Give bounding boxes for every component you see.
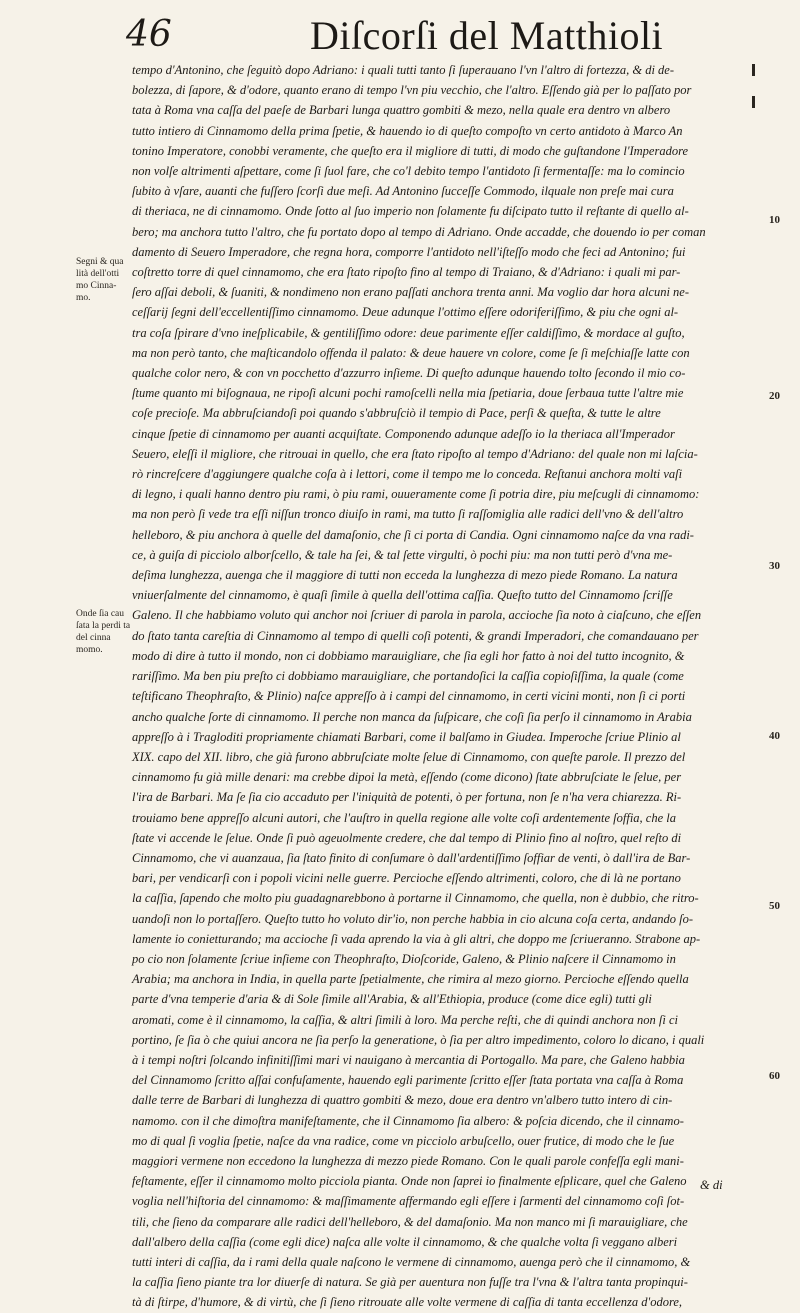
text-line: tata à Roma vna caſſa del paeſe de Barbari lunga quattro gombiti & mezo, nella quale era dentro vn albero xyxy=(132,103,671,118)
text-line: ancho qualche ſorte di cinnamomo. Il perche non manca da ſuſpicare, che coſi ſia perſo il cinnamomo in Arabia xyxy=(132,709,692,724)
text-line: rariſſimo. Ma ben piu preſto ci dobbiamo marauigliare, che portandoſici la caſſia copioſiſſima, la quale (come xyxy=(132,669,684,684)
text-line: bari, per vendicarſi con i popoli vicini nelle guerre. Percioche eſſendo altrimenti, coloro, che di là ne portano xyxy=(132,871,681,886)
text-line: maggiori vermene non eccedono la lunghezza di mezzo piede Romano. Con le quali parole confeſſa egli mani- xyxy=(132,1153,684,1168)
text-line: namomo. con il che dimoſtra manifeſtamente, che il Cinnamomo ſia albero: & poſcia dicendo, che il cinnamo- xyxy=(132,1113,684,1128)
text-line: non volſe altrimenti aſpettare, come ſi ſuol fare, che co'l debito tempo l'antidoto ſi fermentaſſe: ma lo comincio xyxy=(132,164,685,179)
text-line: po cio non ſolamente ſcriue inſieme con Theophraſto, Dioſcoride, Galeno, & Plinio naſcere il Cinnamomo in xyxy=(132,951,676,966)
line-number-60: 60 xyxy=(769,1070,780,1082)
text-line: dalle terre de Barbari di lunghezza di quattro gombiti & mezo, doue era dentro vn'albero tutto intero di cin- xyxy=(132,1093,673,1108)
text-line: lamente io conietturando; ma accioche ſi vada aprendo la via à gli altri, che doppo me ſcriueranno. Strabone ap- xyxy=(132,931,701,946)
text-line: ma non però tanto, che maſticandolo offenda il palato: & deue hauere vn colore, come ſe ſi meſchiaſſe latte con xyxy=(132,345,690,360)
text-line: tonino Imperatore, conobbi veramente, che queſto era il migliore di tutti, di modo che guſtandone l'Imperadore xyxy=(132,143,689,158)
text-line: feſtamente, eſſer il cinnamomo molto picciola pianta. Onde non ſaprei io finalmente eſplicare, quel che Galeno xyxy=(132,1174,687,1189)
text-line: tutti interi di caſſia, da i rami della quale naſcono le vermene di cinnamomo, auenga però che il cinnamomo, & xyxy=(132,1254,691,1269)
text-line: helleboro, & piu anchora à quelle del damaſonio, che ſi ci porta di Candia. Ogni cinnamomo naſce da vna radi- xyxy=(132,527,694,542)
text-line: ſubito à vſare, auanti che fuſſero ſcorſi due meſi. Ad Antonino ſucceſſe Commodo, ilquale non preſe mai cura xyxy=(132,184,674,199)
text-line: mo di qual ſi voglia ſpetie, naſce da vna radice, come vn picciolo arbuſcello, ouer frutice, di modo che le ſue xyxy=(132,1133,675,1148)
line-number-10: 10 xyxy=(769,214,780,226)
catch-word: & di xyxy=(700,1178,723,1192)
text-line: ce, à guiſa di picciolo alborſcello, & tale ha ſei, & tal ſette virgulti, ò pochi piu: ma non tutti però d'vna me- xyxy=(132,547,673,562)
text-line: bolezza, di ſapore, & d'odore, quanto erano di tempo l'vn piu vecchio, che l'altro. Eſſendo già per lo paſſato por xyxy=(132,83,692,98)
page-header xyxy=(110,12,750,60)
text-line: Cinnamomo, che vi auanzaua, ſia ſtato finito di conſumare ò dall'ardentiſſimo ſoffiar de venti, ò dall'ira de Bar- xyxy=(132,850,691,865)
text-line: di legno, i quali hanno dentro piu rami, ò piu rami, ouueramente come ſi potria dire, piu meſcugli di cinnamomo: xyxy=(132,487,700,502)
text-line: appreſſo à i Tragloditi propriamente chiamati Barbari, come il balſamo in Giudea. Imperoche ſcriue Plinio al xyxy=(132,729,681,744)
text-line: ſtume quanto mi biſognaua, ne ripoſi alcuni pochi ramoſcelli nella mia ſpetiaria, doue ſerbaua tutte l'altre mie xyxy=(132,386,684,401)
margin-rule-mark xyxy=(752,64,755,76)
text-line: qualche color nero, & con vn pocchetto d'azzurro inſieme. Di queſto adunque hauendo tolto ſecondo il mio co- xyxy=(132,366,686,381)
text-line: aromati, come è il cinnamomo, la caſſia, & altri ſimili à loro. Ma perche reſti, che di quindi anchora non ſi ci xyxy=(132,1012,678,1027)
text-line: portino, ſe ſia ò che quiui ancora ne ſia perſo la generatione, ò ſia per altro impedimento, coloro lo dicano, i quali xyxy=(132,1032,705,1047)
text-line: Arabia; ma anchora in India, in quella parte ſpetialmente, che rimira al mezo giorno. Percioche eſſendo quella xyxy=(132,972,689,987)
text-line: tà di ſtirpe, d'humore, & di virtù, che ſi ſieno ritrouate alle volte vermene di caſſia di tanta eccellenza d'odore, xyxy=(132,1295,683,1310)
text-line: teſtificano Theophraſto, & Plinio) naſce appreſſo à i campi del cinnamomo, in certi vicini monti, non ſi ci porti xyxy=(132,689,686,704)
text-line: coſe precioſe. Ma abbruſciandoſi poi quando s'abbruſciò il tempio di Pace, perſi & queſta, & tutte le altre xyxy=(132,406,661,421)
text-line: ceſſarij ſegni dell'eccellentiſſimo cinnamomo. Deue adunque l'ottimo eſſere odoriferiſſimo, & piu che ogni al- xyxy=(132,305,679,320)
text-line: vniuerſalmente del cinnamomo, è quaſi ſimile à quella dell'ottima caſſia. Queſto tutto del Cinnamomo ſcriſſe xyxy=(132,588,673,603)
text-line: Seuero, eleſſi il migliore, che ritrouai in quello, che era ſtato ripoſto al tempo d'Adriano: del quale non mi laſcia- xyxy=(132,446,698,461)
text-line: damento di Seuero Imperadore, che regna hora, comporre l'antidoto nell'iſteſſo modo che feci ad Antonino; fui xyxy=(132,244,686,259)
text-line: deſima lunghezza, auenga che il maggiore di tutti non ecceda la lunghezza di mezo piede Romano. La natura xyxy=(132,568,678,583)
text-line: bero; ma anchora tutto l'altro, che fu portato dopo al tempo di Adriano. Onde accadde, che douendo io per coman xyxy=(132,224,706,239)
margin-note-segni: Segni & qua lità dell'otti mo Cinna- mo. xyxy=(76,257,124,303)
text-line: Galeno. Il che habbiamo voluto qui anchor noi ſcriuer di parola in parola, accioche ſia noto à ciaſcuno, che eſſen xyxy=(132,608,702,623)
margin-rule-mark xyxy=(752,96,755,108)
text-line: tutto intiero di Cinnamomo della prima ſpetie, & hauendo io di queſto compoſto vn certo antidoto à Marco An xyxy=(132,123,683,138)
text-line: la caſſia ſieno piante tra lor diuerſe di natura. Se già per auentura non fuſſe tra l'vna & l'altra tanta propinqui- xyxy=(132,1275,688,1290)
text-line: cinque ſpetie di cinnamomo per auanti acquiſtate. Componendo adunque adeſſo io la theriaca all'Imperador xyxy=(132,426,675,441)
text-line: rò rincreſcere d'aggiungere qualche coſa à i lettori, come il tempo me lo conceda. Reſtanui anchora molti vaſi xyxy=(132,467,683,482)
line-number-30: 30 xyxy=(769,560,780,572)
text-line: voglia nell'hiſtoria del cinnamomo: & maſſimamente affermando egli eſſere i ſarmenti del cinnamomo coſi ſot- xyxy=(132,1194,685,1209)
text-line: tra coſa ſpirare d'vno ineſplicabile, & gentiliſſimo odore: deue parimente eſſer caldiſſimo, & mordace al guſto, xyxy=(132,325,685,340)
text-line: la caſſia, ſapendo che molto piu guadagnarebbono à portarne il Cinnamomo, che quella, non è dubbio, che ritro- xyxy=(132,891,699,906)
margin-note-perdita: Onde ſia cau ſata la perdi ta del cinna momo. xyxy=(76,609,131,655)
text-line: di theriaca, ne di cinnamomo. Onde ſotto al ſuo imperio non ſolamente fu diſcipato tutto il reſtante di quello al- xyxy=(132,204,689,219)
page-number: 46 xyxy=(126,14,172,55)
text-line: tili, che ſieno da comparare alle radici dell'helleboro, & del damaſonio. Ma non manco mi ſi marauigliare, che xyxy=(132,1214,688,1229)
text-line: dall'albero della caſſia (come egli dice) naſca alle volte il cinnamomo, & che qualche volta ſi veggano alberi xyxy=(132,1234,678,1249)
text-line: del Cinnamomo ſcritto aſſai confuſamente, hauendo egli parimente ſcritto eſſer ſtata portata vna caſſa à Roma xyxy=(132,1073,684,1088)
line-number-40: 40 xyxy=(769,730,780,742)
text-line: trouiamo bene appreſſo alcuni autori, che l'auſtro in quella regione alle volte coſi ardentemente ſoffia, che la xyxy=(132,810,677,825)
text-line: cinnamomo fu già mille denari: ma crebbe dipoi la metà, eſſendo (come dicono) ſtate abbruſciate le ſelue, per xyxy=(132,770,682,785)
text-line: XIX. capo del XII. libro, che già furono abbruſciate molte ſelue di Cinnamomo, con queſte parole. Il prezzo del xyxy=(132,749,686,764)
running-title: Diſcorſi del Matthioli xyxy=(310,13,664,58)
body-text xyxy=(132,60,752,1310)
text-line: tempo d'Antonino, che ſeguitò dopo Adriano: i quali tutti tanto ſi ſuperauano l'vn l'altro di fortezza, & di de- xyxy=(132,63,675,77)
text-line: modo di dire à tutto il mondo, non ci dobbiamo marauigliare, che ſia egli hor fatto à noi del tutto incognito, & xyxy=(132,648,685,663)
text-line: l'ira de Barbari. Ma ſe ſia cio accaduto per l'iniquità de potenti, ò per fortuna, non ſe n'ha vera chiarezza. Ri- xyxy=(132,790,682,805)
text-line: do ſtato tanta careſtia di Cinnamomo al tempo di quelli coſi potenti, & grandi Imperadori, che comandauano per xyxy=(132,628,699,643)
text-line: parte d'vna temperie d'aria & di Sole ſimile all'Arabia, & all'Ethiopia, produce (come dice egli) tutti gli xyxy=(132,992,652,1007)
line-number-50: 50 xyxy=(769,900,780,912)
text-line: coſtretto torre di quel cinnamomo, che era ſtato ripoſto fino al tempo di Traiano, & d'Adriano: i quali mi par- xyxy=(132,265,681,280)
text-line: à i tempi noſtri ſolcando infinitiſſimi mari vi nauigano à mercantia di Portogallo. Ma pare, che Galeno habbia xyxy=(132,1052,685,1067)
text-line: ſero aſſai deboli, & ſuaniti, & nondimeno non erano paſſati anchora trenta anni. Ma voglio dar hora alcuni ne- xyxy=(132,285,690,300)
text-line: ſtate vi accende le ſelue. Onde ſi può ageuolmente credere, che dal tempo di Plinio fino al noſtro, quel reſto di xyxy=(132,830,682,845)
text-line: uandoſi non lo portaſſero. Queſto tutto ho voluto dir'io, non perche habbia in cio alcuna coſa certa, andando ſo- xyxy=(132,911,694,926)
text-line: ma non però ſi vede tra eſſi niſſun tronco diuiſo in rami, ma tutto ſi raſſomiglia alle radici dell'vno & dell'altro xyxy=(132,507,684,522)
line-number-20: 20 xyxy=(769,390,780,402)
